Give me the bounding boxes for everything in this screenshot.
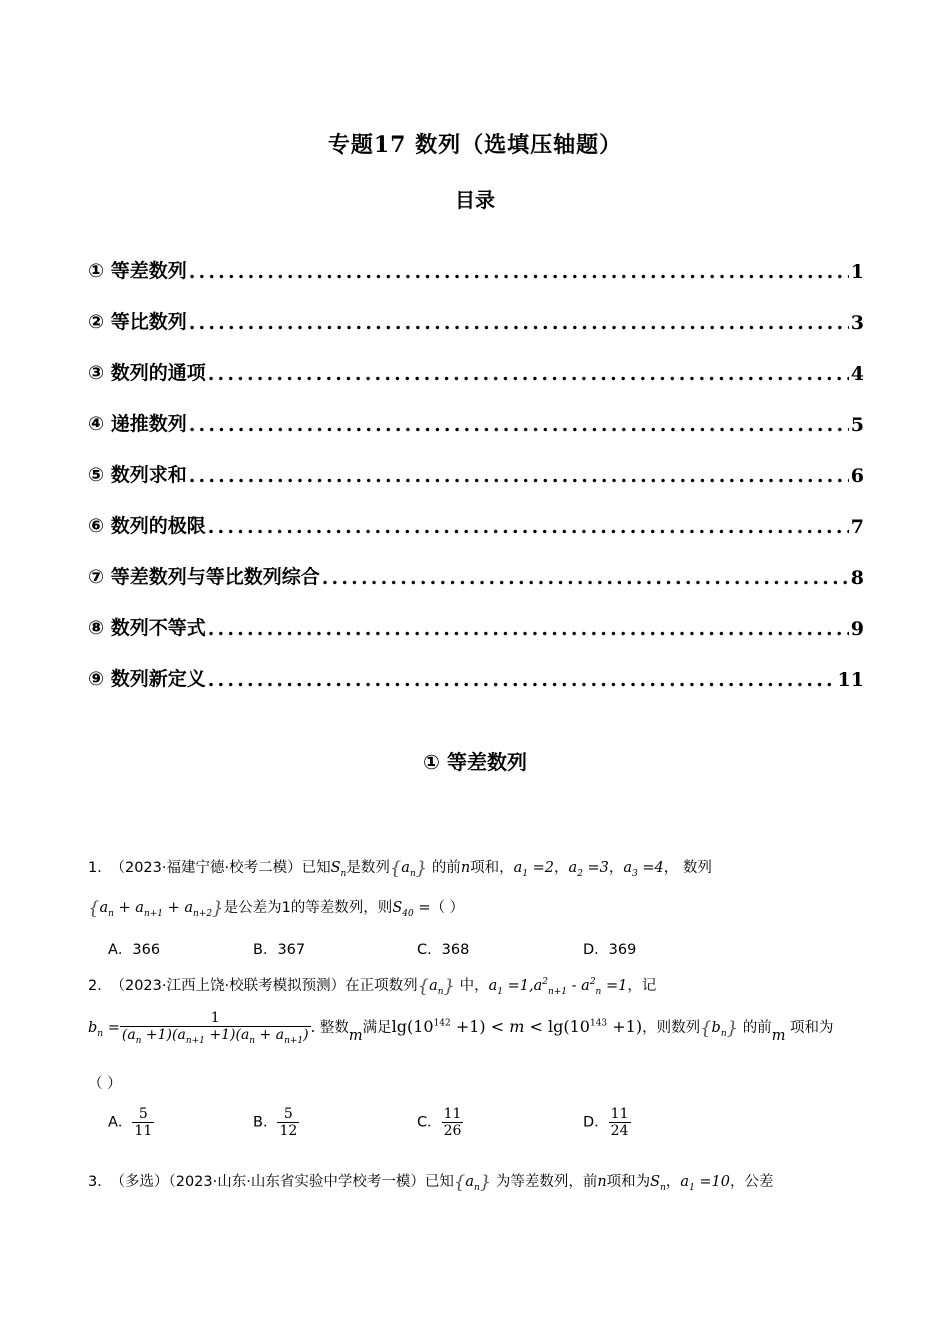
question-text: 满足 bbox=[362, 1020, 392, 1037]
math-formula: $S_n$ bbox=[650, 1174, 666, 1193]
math-formula: $\{a_n\}$ bbox=[453, 1172, 492, 1193]
toc-entry[interactable] bbox=[88, 589, 864, 640]
question-text: 的前 bbox=[431, 860, 461, 876]
question-number: 3． bbox=[88, 1174, 112, 1190]
math-formula: $\{a_n\}$ bbox=[389, 858, 428, 879]
option-d[interactable]: D． $\frac{11}{24}$ bbox=[583, 1106, 629, 1140]
toc-entry[interactable] bbox=[88, 232, 864, 283]
question-text: （ ） bbox=[430, 900, 465, 916]
question-text: 项和为 bbox=[790, 1020, 834, 1037]
toc-entry-page: 5 bbox=[850, 414, 864, 436]
question-number: 2． bbox=[88, 978, 112, 994]
toc-leader-dots bbox=[208, 363, 849, 385]
option-b[interactable]: B． $\frac{5}{12}$ bbox=[253, 1106, 298, 1140]
toc-entry-label: ③ 数列的通项 bbox=[88, 362, 206, 384]
question-source: （2023·江西上饶·校联考模拟预测） bbox=[117, 978, 346, 994]
toc-entry-page: 1 bbox=[850, 261, 864, 283]
toc-leader-dots bbox=[189, 414, 849, 436]
toc-leader-dots bbox=[189, 261, 849, 283]
question-text: ，则数列 bbox=[642, 1020, 701, 1037]
math-formula: $a_1 =2$ bbox=[513, 860, 555, 879]
math-formula: $a_1 =10$ bbox=[680, 1174, 731, 1193]
table-of-contents bbox=[88, 232, 864, 691]
toc-entry[interactable] bbox=[88, 283, 864, 334]
toc-entry-page: 6 bbox=[850, 465, 864, 487]
toc-entry-label: ⑤ 数列求和 bbox=[88, 464, 187, 486]
math-formula: n bbox=[460, 860, 471, 876]
question-2-line-1: 2． （2023·江西上饶·校联考模拟预测）在正项数列$\{a_n\}$ 中，$a_1 =1,a^2_{n+1} - a^2_n =1$，记 bbox=[88, 976, 657, 997]
question-source: （多选）（2023·山东·山东省实验中学校考一模） bbox=[117, 1174, 425, 1190]
option-c[interactable]: C． $\frac{11}{26}$ bbox=[417, 1106, 462, 1140]
toc-entry-page: 8 bbox=[850, 567, 864, 589]
toc-entry[interactable] bbox=[88, 640, 864, 691]
toc-leader-dots bbox=[208, 618, 849, 640]
toc-entry-label: ⑥ 数列的极限 bbox=[88, 515, 206, 537]
toc-entry[interactable] bbox=[88, 334, 864, 385]
question-2-paren: （ ） bbox=[88, 1076, 122, 1092]
toc-entry-page: 9 bbox=[850, 618, 864, 640]
question-text: 已知 bbox=[301, 860, 331, 876]
question-text: 已知 bbox=[424, 1174, 454, 1190]
question-text: 在正项数列 bbox=[345, 978, 418, 994]
math-formula: $\{a_n\}$ bbox=[417, 976, 455, 997]
page-title: 专题17 数列（选填压轴题） bbox=[327, 132, 623, 158]
question-text: 是公差为1的等差数列，则 bbox=[223, 900, 393, 916]
toc-entry-label: ④ 递推数列 bbox=[88, 413, 187, 435]
toc-entry-label: ⑨ 数列新定义 bbox=[88, 668, 206, 690]
math-formula: n bbox=[597, 1174, 607, 1190]
question-text: 项和， bbox=[470, 860, 514, 876]
math-formula: $S_{40}$ = bbox=[392, 900, 431, 919]
math-formula: $a_3 =4$ bbox=[623, 860, 664, 879]
math-formula: $\lg(10^{142} +1) < m < \lg(10^{143} +1)$ bbox=[391, 1017, 643, 1037]
math-formula: $a_1 =1,a^2_{n+1} - a^2_n =1$ bbox=[488, 977, 628, 997]
option-a[interactable]: A． $\frac{5}{11}$ bbox=[108, 1106, 153, 1140]
question-text: 中， bbox=[459, 978, 489, 994]
question-text: 是数列 bbox=[346, 860, 390, 876]
toc-leader-dots bbox=[208, 516, 849, 538]
question-text: 记 bbox=[641, 978, 657, 994]
math-formula: m bbox=[771, 1028, 786, 1045]
toc-leader-dots bbox=[189, 312, 849, 334]
question-text: 整数 bbox=[319, 1020, 349, 1037]
question-text: 的前 bbox=[742, 1020, 772, 1037]
option-b[interactable]: B．367 bbox=[253, 942, 306, 958]
toc-entry[interactable] bbox=[88, 487, 864, 538]
toc-leader-dots bbox=[208, 669, 836, 691]
toc-entry-label: ⑦ 等差数列与等比数列综合 bbox=[88, 566, 320, 588]
toc-entry-label: ⑧ 数列不等式 bbox=[88, 617, 206, 639]
toc-entry[interactable] bbox=[88, 436, 864, 487]
fraction: $\frac{1}{(a_n +1)(a_{n+1} +1)(a_n + a_{n+1})}$ bbox=[121, 1010, 309, 1046]
toc-entry-label: ① 等差数列 bbox=[88, 260, 187, 282]
math-formula: $S_n$ bbox=[330, 860, 347, 879]
toc-entry-page: 7 bbox=[850, 516, 864, 538]
question-text: 项和为 bbox=[606, 1174, 651, 1190]
math-formula: $\{b_n\}$ bbox=[700, 1018, 739, 1040]
toc-entry-page: 11 bbox=[837, 669, 864, 691]
option-a[interactable]: A．366 bbox=[108, 942, 161, 958]
toc-entry-label: ② 等比数列 bbox=[88, 311, 187, 333]
question-text: 数列 bbox=[682, 860, 712, 876]
toc-entry-page: 4 bbox=[850, 363, 864, 385]
toc-entry[interactable] bbox=[88, 538, 864, 589]
math-formula: $\{a_n + a_{n+1} + a_{n+2}\}$ bbox=[88, 898, 224, 919]
question-1-line-2 bbox=[88, 896, 464, 919]
question-number: 1． bbox=[88, 860, 112, 876]
toc-entry-page: 3 bbox=[850, 312, 864, 334]
section-heading: ① 等差数列 bbox=[423, 750, 527, 774]
question-text: 为等差数列，前 bbox=[495, 1174, 598, 1190]
question-source: （2023·福建宁德·校考二模） bbox=[117, 860, 302, 876]
toc-leader-dots bbox=[322, 567, 849, 589]
option-d[interactable]: D．369 bbox=[583, 942, 637, 958]
math-formula: $a_2 =3$ bbox=[568, 860, 609, 879]
toc-heading: 目录 bbox=[455, 188, 495, 212]
question-3-line-1: 3． （多选）（2023·山东·山东省实验中学校考一模）已知$\{a_n\}$ 为等差数列，前n项和为$S_n$，$a_1 =10$，公差 bbox=[88, 1172, 774, 1193]
math-formula: m bbox=[348, 1028, 363, 1045]
question-2-line-2: $b_n$ = $\frac{1}{(a_n +1)(a_{n+1} +1)(a_n + a_{n+1})}$ . 整数m满足$\lg(10^{142} +1) < m < \lg(10^{143} +1)$，则数列$\{b_n\}$ 的前m 项和为 bbox=[88, 1010, 834, 1046]
question-text: 公差 bbox=[744, 1174, 774, 1190]
toc-entry[interactable] bbox=[88, 385, 864, 436]
toc-leader-dots bbox=[189, 465, 849, 487]
math-formula: $b_n$ = bbox=[88, 1020, 120, 1039]
question-1-line-1: 1． （2023·福建宁德·校考二模）已知$S_n$是数列$\{a_n\}$ 的前n项和，$a_1 =2$，$a_2 =3$，$a_3 =4$， 数列 bbox=[88, 858, 712, 879]
option-c[interactable]: C．368 bbox=[417, 942, 470, 958]
